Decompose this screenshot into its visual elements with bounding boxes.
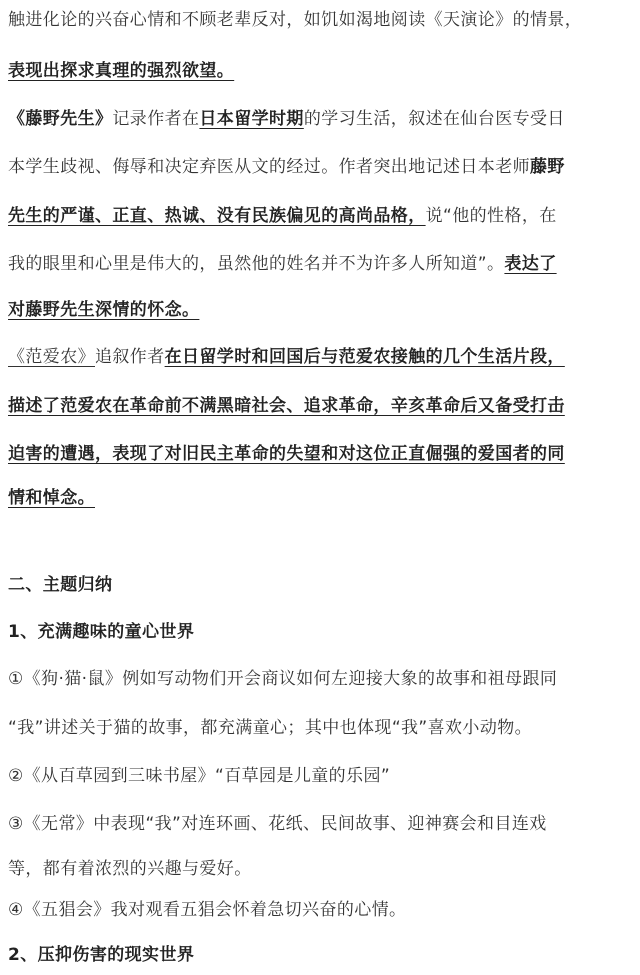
theme-item-2-text: ②《从百草园到三味书屋》“百草园是儿童的乐园”: [8, 766, 391, 786]
tengye-period: 日本留学时期: [199, 109, 304, 129]
fan-line-1: [8, 345, 636, 369]
theme-heading: [8, 573, 636, 597]
fan-text-4: 情和悼念。: [8, 488, 95, 508]
tengye-text-4a: 我的眼里和心里是伟大的，虽然他的姓名并不为许多人所知道”。: [8, 254, 505, 274]
tengye-text-2: 本学生歧视、侮辱和决定弃医从文的经过。作者突出地记述日本老师: [8, 157, 530, 177]
fan-line-4: [8, 486, 636, 510]
tengye-line-5: [8, 298, 636, 322]
theme-item-4: [8, 898, 636, 922]
intro-emphasis: 表现出探求真理的强烈欲望。: [8, 61, 235, 81]
theme-item-2: [8, 764, 636, 788]
tengye-line-1: [8, 107, 636, 131]
theme-item-3-line-1: [8, 812, 636, 836]
fan-title: 《范爱农》: [8, 347, 95, 367]
fan-text-1b: 追叙作者: [95, 347, 165, 367]
fan-text-1c: 在日留学时和回国后与范爱农接触的几个生活片段，: [164, 347, 565, 367]
tengye-character: 先生的严谨、正直、热诚、没有民族偏见的高尚品格，: [8, 206, 426, 226]
theme-item-1-line-2: [8, 716, 636, 740]
theme-item-3-text-2: 等，都有着浓烈的兴趣与爱好。: [8, 859, 252, 879]
intro-line-2: [8, 59, 636, 83]
theme-heading-text: 二、主题归纳: [8, 575, 113, 595]
tengye-express: 表达了: [504, 254, 557, 274]
fan-line-3: [8, 442, 636, 466]
theme-item-1-text-1: ①《狗·猫·鼠》例如写动物们开会商议如何左迎接大象的故事和祖母跟同: [8, 669, 558, 689]
theme-item-1-text-2: “我”讲述关于猫的故事，都充满童心；其中也体现“我”喜欢小动物。: [8, 718, 533, 738]
tengye-text-1b: 记录作者在: [112, 109, 200, 129]
theme-sub-1: [8, 620, 636, 644]
fan-line-2: [8, 394, 636, 418]
theme-item-3-text-1: ③《无常》中表现“我”对连环画、花纸、民间故事、迎神赛会和目连戏: [8, 814, 547, 834]
tengye-text-1d: 的学习生活，叙述在仙台医专受日: [303, 109, 565, 129]
theme-sub-2: [8, 943, 636, 967]
tengye-name: 藤野: [530, 157, 565, 177]
tengye-line-3: [8, 204, 636, 228]
tengye-memory: 对藤野先生深情的怀念。: [8, 300, 200, 320]
theme-sub-2-text: 2、压抑伤害的现实世界: [8, 945, 195, 965]
fan-text-3: 迫害的遭遇，表现了对旧民主革命的失望和对这位正直倔强的爱国者的同: [8, 444, 565, 464]
theme-item-1-line-1: [8, 667, 636, 691]
fan-text-2: 描述了范爱农在革命前不满黑暗社会、追求革命，辛亥革命后又备受打击: [8, 396, 565, 416]
tengye-line-2: [8, 155, 636, 179]
theme-item-3-line-2: [8, 857, 636, 881]
tengye-line-4: [8, 252, 636, 276]
intro-line-1: [8, 8, 636, 32]
theme-item-4-text: ④《五猖会》我对观看五猖会怀着急切兴奋的心情。: [8, 900, 407, 920]
intro-text-1: 触进化论的兴奋心情和不顾老辈反对，如饥如渴地阅读《天演论》的情景，: [8, 10, 583, 30]
tengye-title: 《藤野先生》: [8, 109, 113, 129]
theme-sub-1-text: 1、充满趣味的童心世界: [8, 622, 195, 642]
tengye-text-3b: 说“他的性格，在: [425, 206, 557, 226]
